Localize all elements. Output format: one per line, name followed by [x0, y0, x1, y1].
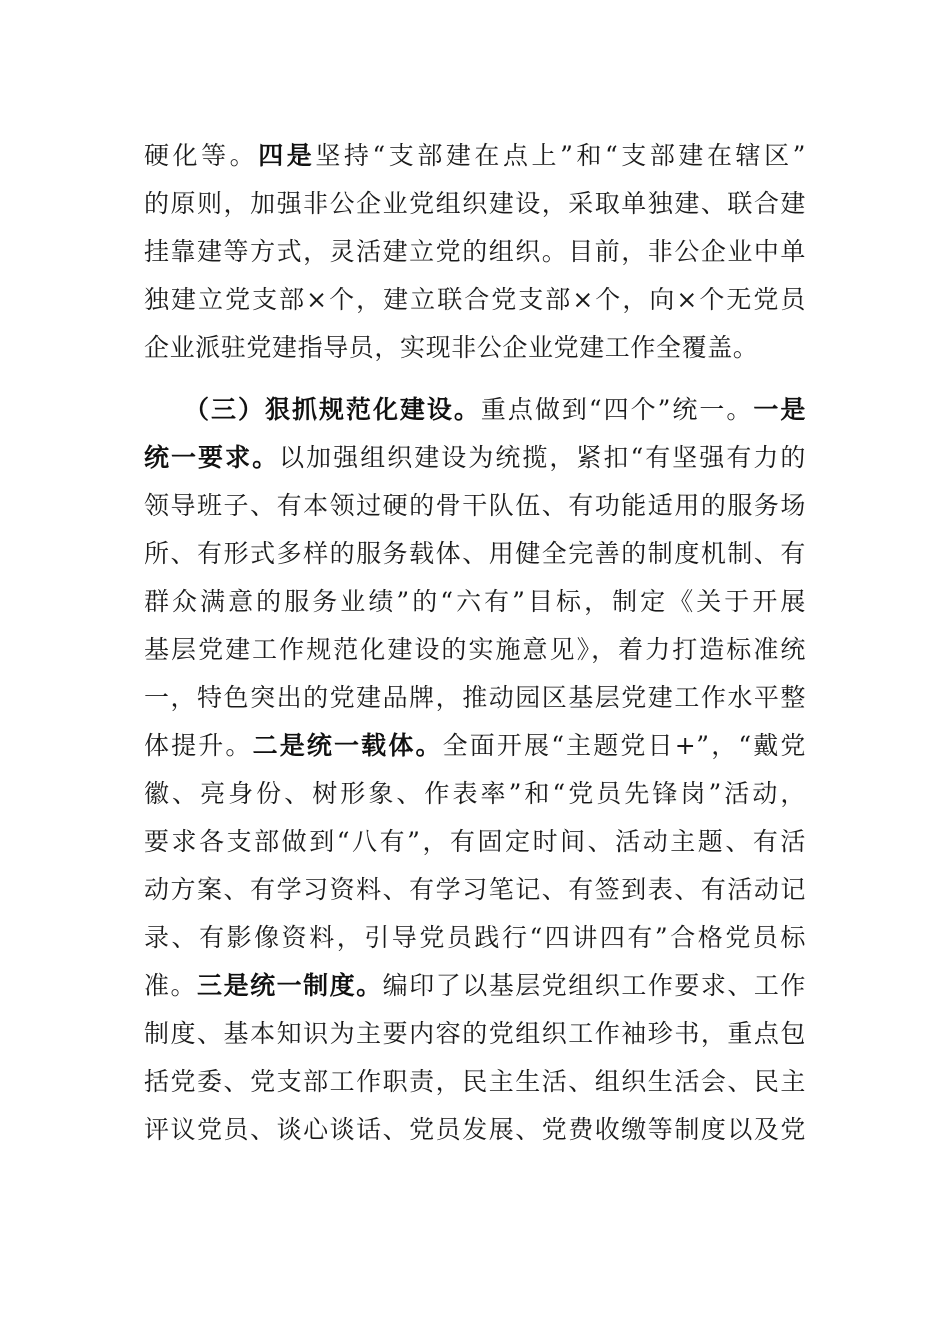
text-segment: 全面开展“主题党日+”，“戴党 — [442, 731, 807, 760]
text-line — [144, 186, 806, 222]
text-line — [144, 632, 806, 668]
text-line — [144, 1064, 806, 1100]
text-line — [144, 824, 806, 860]
text-segment: 领导班子、有本领过硬的骨干队伍、有功能适用的服务场 — [144, 491, 806, 520]
text-line — [144, 536, 806, 572]
text-line — [144, 138, 806, 174]
text-segment: 以加强组织建设为统揽，紧扣“有坚强有力的 — [279, 443, 806, 472]
text-segment: 录、有影像资料，引导党员践行“四讲四有”合格党员标 — [144, 923, 806, 952]
text-segment: 要求各支部做到“八有”，有固定时间、活动主题、有活 — [144, 827, 806, 856]
text-line — [144, 1112, 806, 1148]
bold-text-segment: （三）狠抓规范化建设。 — [184, 395, 481, 424]
text-segment: 所、有形式多样的服务载体、用健全完善的制度机制、有 — [144, 539, 806, 568]
text-line — [144, 234, 806, 270]
text-line — [144, 440, 806, 476]
text-line — [144, 1016, 806, 1052]
text-segment: 体提升。 — [144, 731, 253, 760]
text-segment: 企业派驻党建指导员，实现非公企业党建工作全覆盖。 — [144, 333, 759, 362]
text-segment: 群众满意的服务业绩”的“六有”目标，制定《关于开展 — [144, 587, 806, 616]
text-line — [144, 282, 806, 318]
text-segment: 基层党建工作规范化建设的实施意见》，着力打造标准统 — [144, 635, 806, 664]
text-segment: 制度、基本知识为主要内容的党组织工作袖珍书，重点包 — [144, 1019, 806, 1048]
text-line — [144, 680, 806, 716]
bold-text-segment: 四是 — [258, 141, 316, 170]
text-segment: 动方案、有学习资料、有学习笔记、有签到表、有活动记 — [144, 875, 806, 904]
text-segment: 挂靠建等方式，灵活建立党的组织。目前，非公企业中单 — [144, 237, 806, 266]
text-line — [144, 728, 806, 764]
text-segment: 徽、亮身份、树形象、作表率”和“党员先锋岗”活动， — [144, 779, 806, 808]
text-line — [144, 920, 806, 956]
text-segment: 硬化等。 — [144, 141, 259, 170]
text-line — [144, 584, 806, 620]
text-segment: 评议党员、谈心谈话、党员发展、党费收缴等制度以及党 — [144, 1115, 806, 1144]
text-line — [144, 488, 806, 524]
text-segment: 编印了以基层党组织工作要求、工作 — [382, 971, 807, 1000]
text-line — [184, 392, 806, 428]
text-segment: 准。 — [144, 971, 198, 1000]
text-segment: 坚持“支部建在点上”和“支部建在辖区” — [315, 141, 806, 170]
text-segment: 重点做到“四个”统一。 — [480, 395, 754, 424]
text-line — [144, 968, 806, 1004]
text-segment: 括党委、党支部工作职责，民主生活、组织生活会、民主 — [144, 1067, 806, 1096]
text-segment: 独建立党支部×个，建立联合党支部×个，向×个无党员 — [144, 285, 806, 314]
text-segment: 的原则，加强非公企业党组织建设，采取单独建、联合建 — [144, 189, 806, 218]
bold-text-segment: 二是统一载体。 — [252, 731, 443, 760]
bold-text-segment: 统一要求。 — [144, 443, 280, 472]
text-segment: 一，特色突出的党建品牌，推动园区基层党建工作水平整 — [144, 683, 806, 712]
text-line — [144, 776, 806, 812]
text-line — [144, 330, 806, 366]
bold-text-segment: 一是 — [753, 395, 806, 424]
bold-text-segment: 三是统一制度。 — [197, 971, 383, 1000]
text-line — [144, 872, 806, 908]
